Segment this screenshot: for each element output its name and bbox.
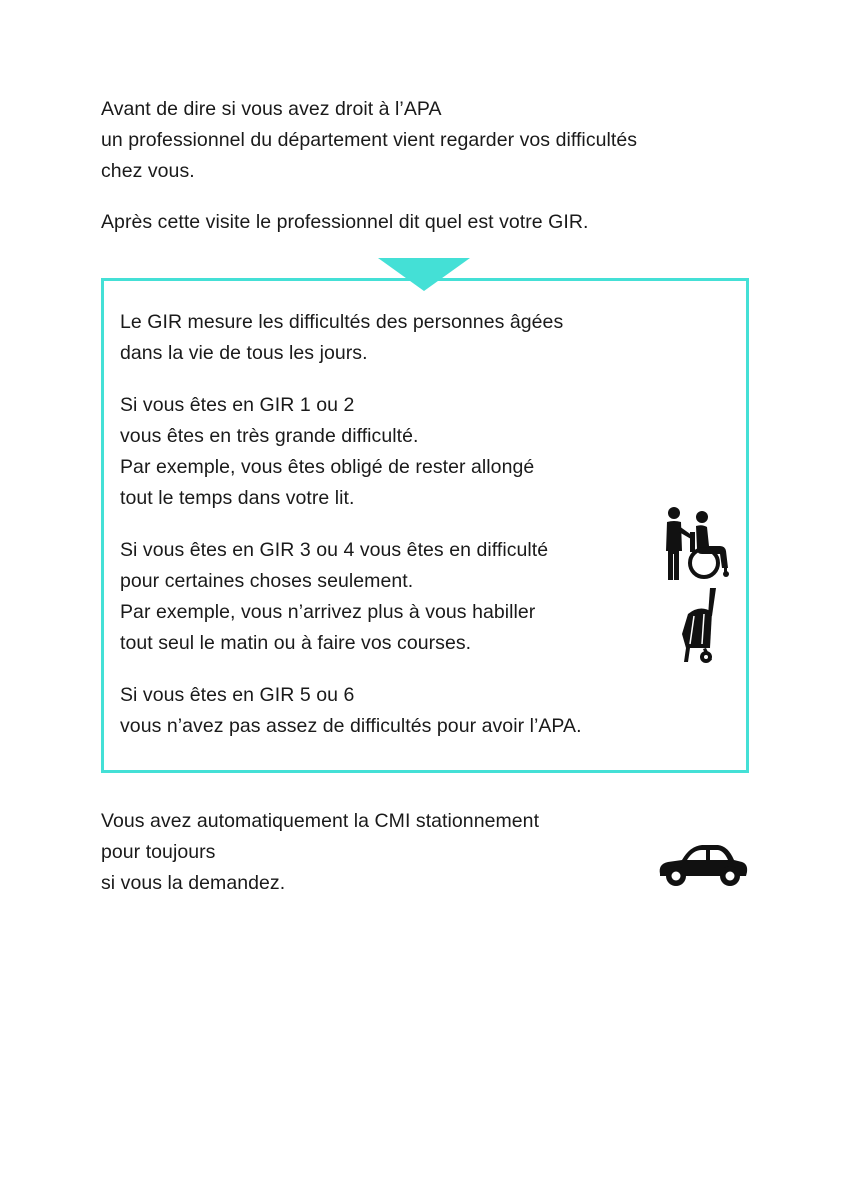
gir-definition-line: Le GIR mesure les difficultés des personnes âgées [120, 311, 564, 333]
intro-line: Avant de dire si vous avez droit à l’APA [101, 98, 442, 120]
intro-paragraph [101, 94, 637, 187]
down-arrow-icon [378, 258, 470, 291]
gir-definition-line: dans la vie de tous les jours. [120, 342, 368, 364]
car-icon [654, 840, 750, 888]
gir-5-6-paragraph [120, 680, 582, 742]
cmi-paragraph [101, 806, 539, 899]
gir-3-4-line: Par exemple, vous n’arrivez plus à vous habiller [120, 601, 536, 623]
wheelchair-caregiver-icon [662, 506, 734, 582]
cmi-line: Vous avez automatiquement la CMI stationnement [101, 810, 540, 832]
cmi-line: si vous la demandez. [101, 872, 286, 894]
gir-3-4-line: Si vous êtes en GIR 3 ou 4 vous êtes en difficulté [120, 539, 549, 561]
intro-line: chez vous. [101, 160, 195, 182]
gir-definition [120, 307, 563, 369]
gir-3-4-paragraph [120, 535, 548, 659]
gir-5-6-line: vous n’avez pas assez de difficultés pour avoir l’APA. [120, 715, 582, 737]
gir-3-4-line: tout seul le matin ou à faire vos courses. [120, 632, 472, 654]
intro-line: un professionnel du département vient regarder vos difficultés [101, 129, 638, 151]
gir-1-2-line: tout le temps dans votre lit. [120, 487, 355, 509]
gir-3-4-line: pour certaines choses seulement. [120, 570, 414, 592]
gir-1-2-line: Par exemple, vous êtes obligé de rester allongé [120, 456, 535, 478]
gir-1-2-paragraph [120, 390, 534, 514]
gir-1-2-line: vous êtes en très grande difficulté. [120, 425, 419, 447]
shopping-trolley-icon [676, 586, 724, 664]
cmi-line: pour toujours [101, 841, 216, 863]
after-visit-line: Après cette visite le professionnel dit quel est votre GIR. [101, 211, 589, 233]
gir-1-2-line: Si vous êtes en GIR 1 ou 2 [120, 394, 355, 416]
after-visit-paragraph [101, 207, 588, 238]
gir-5-6-line: Si vous êtes en GIR 5 ou 6 [120, 684, 355, 706]
